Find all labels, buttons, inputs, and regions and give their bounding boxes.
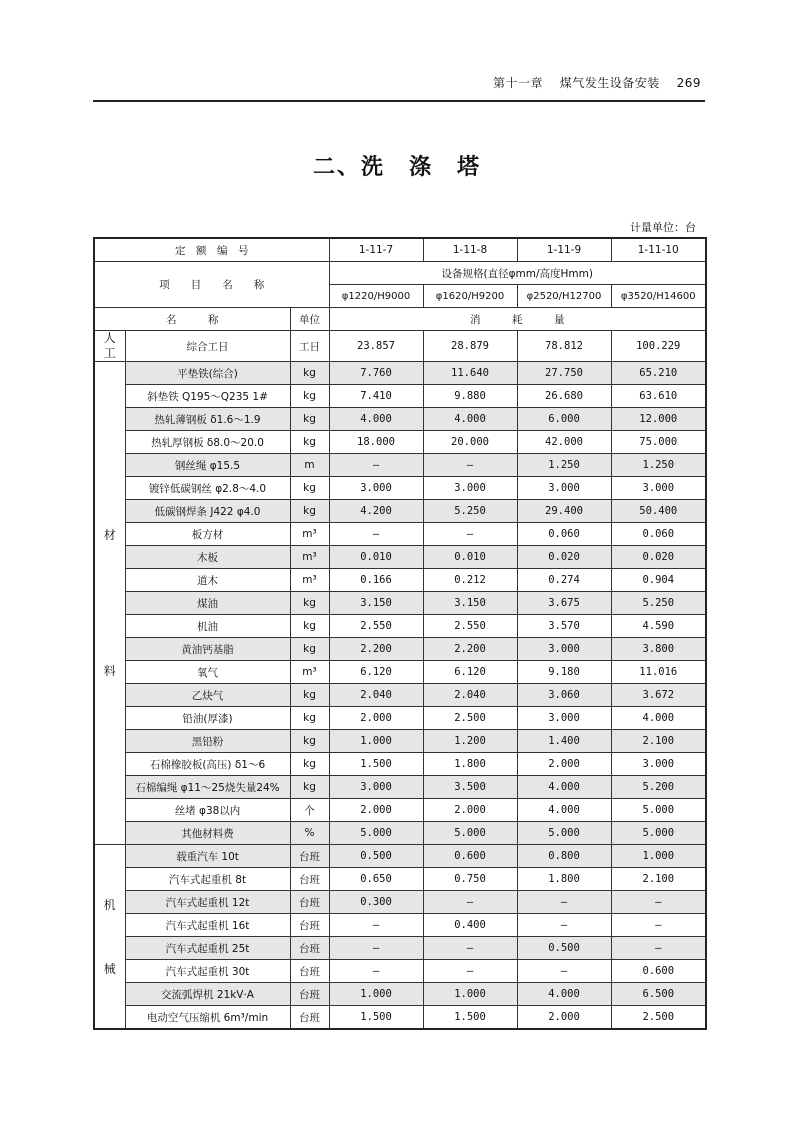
- item-value: 5.000: [517, 822, 611, 845]
- item-value: 3.150: [329, 592, 423, 615]
- item-value: 2.550: [423, 615, 517, 638]
- item-name: 汽车式起重机 16t: [125, 914, 290, 937]
- machinery-row: [94, 891, 706, 914]
- item-unit: 台班: [290, 845, 329, 868]
- item-value: 2.500: [423, 707, 517, 730]
- item-value: —: [611, 891, 706, 914]
- item-value: 3.000: [423, 477, 517, 500]
- labor-value: 100.229: [611, 331, 706, 362]
- item-unit: kg: [290, 753, 329, 776]
- item-name: 煤油: [125, 592, 290, 615]
- item-name: 热轧薄钢板 δ1.6～1.9: [125, 408, 290, 431]
- item-value: 1.000: [423, 983, 517, 1006]
- item-value: 1.250: [611, 454, 706, 477]
- item-value: 2.000: [329, 799, 423, 822]
- item-unit: kg: [290, 431, 329, 454]
- labor-category: 人工: [94, 331, 125, 362]
- item-value: 9.880: [423, 385, 517, 408]
- item-value: 0.020: [517, 546, 611, 569]
- item-value: 6.000: [517, 408, 611, 431]
- quota-table: [93, 237, 707, 1030]
- item-unit: kg: [290, 615, 329, 638]
- item-name: 铅油(厚漆): [125, 707, 290, 730]
- item-name: 道木: [125, 569, 290, 592]
- item-value: 3.000: [611, 477, 706, 500]
- item-unit: kg: [290, 776, 329, 799]
- item-value: 4.200: [329, 500, 423, 523]
- item-unit: kg: [290, 707, 329, 730]
- item-unit: kg: [290, 684, 329, 707]
- item-value: 20.000: [423, 431, 517, 454]
- item-value: —: [517, 960, 611, 983]
- machinery-row: [94, 1006, 706, 1030]
- item-name: 黑铅粉: [125, 730, 290, 753]
- item-value: 3.150: [423, 592, 517, 615]
- item-unit: 台班: [290, 868, 329, 891]
- item-name: 黄油钙基脂: [125, 638, 290, 661]
- item-value: 1.250: [517, 454, 611, 477]
- item-value: 3.000: [329, 776, 423, 799]
- item-value: 5.000: [423, 822, 517, 845]
- item-value: 27.750: [517, 362, 611, 385]
- item-value: 1.500: [329, 1006, 423, 1030]
- item-value: 2.000: [329, 707, 423, 730]
- item-name: 石棉橡胶板(高压) δ1～6: [125, 753, 290, 776]
- item-value: 2.000: [517, 1006, 611, 1030]
- spec-label-row: [94, 262, 706, 285]
- item-value: 29.400: [517, 500, 611, 523]
- item-value: 7.760: [329, 362, 423, 385]
- item-value: —: [423, 960, 517, 983]
- item-value: 3.060: [517, 684, 611, 707]
- item-value: 63.610: [611, 385, 706, 408]
- item-name: 石棉编绳 φ11～25烧失量24%: [125, 776, 290, 799]
- item-value: 3.000: [517, 707, 611, 730]
- quota-code-row: [94, 238, 706, 262]
- item-value: 1.000: [611, 845, 706, 868]
- item-name: 木板: [125, 546, 290, 569]
- item-value: 4.000: [611, 707, 706, 730]
- item-value: 0.600: [423, 845, 517, 868]
- item-value: 1.200: [423, 730, 517, 753]
- item-value: —: [517, 914, 611, 937]
- quota-code: 1-11-8: [423, 238, 517, 262]
- item-value: 4.000: [517, 799, 611, 822]
- item-name: 氧气: [125, 661, 290, 684]
- materials-category-bottom: 料: [103, 664, 116, 678]
- item-value: 5.250: [423, 500, 517, 523]
- item-value: 65.210: [611, 362, 706, 385]
- item-value: 0.300: [329, 891, 423, 914]
- item-value: 4.000: [329, 408, 423, 431]
- item-unit: 台班: [290, 914, 329, 937]
- item-unit: 台班: [290, 983, 329, 1006]
- item-value: 3.675: [517, 592, 611, 615]
- machinery-category-bottom: 械: [103, 961, 116, 976]
- item-value: 18.000: [329, 431, 423, 454]
- item-value: 1.800: [423, 753, 517, 776]
- material-row: [94, 523, 706, 546]
- item-value: 3.500: [423, 776, 517, 799]
- item-name: 载重汽车 10t: [125, 845, 290, 868]
- item-value: 4.590: [611, 615, 706, 638]
- spec-value: φ3520/H14600: [611, 285, 706, 308]
- item-name: 斜垫铁 Q195～Q235 1#: [125, 385, 290, 408]
- item-value: 5.000: [611, 799, 706, 822]
- item-unit: m³: [290, 569, 329, 592]
- item-name: 乙炔气: [125, 684, 290, 707]
- item-name: 汽车式起重机 30t: [125, 960, 290, 983]
- item-unit: kg: [290, 730, 329, 753]
- item-value: 4.000: [517, 983, 611, 1006]
- material-row: [94, 362, 706, 385]
- running-head: 第十一章 煤气发生设备安装 269: [492, 76, 701, 90]
- item-unit: kg: [290, 477, 329, 500]
- material-row: [94, 753, 706, 776]
- item-value: 0.212: [423, 569, 517, 592]
- material-row: [94, 730, 706, 753]
- quota-code: 1-11-9: [517, 238, 611, 262]
- item-value: 0.750: [423, 868, 517, 891]
- material-row: [94, 500, 706, 523]
- item-name: 低碳钢焊条 J422 φ4.0: [125, 500, 290, 523]
- item-value: 0.060: [517, 523, 611, 546]
- item-unit: kg: [290, 592, 329, 615]
- item-unit: m: [290, 454, 329, 477]
- item-name: 镀锌低碳钢丝 φ2.8～4.0: [125, 477, 290, 500]
- item-unit: kg: [290, 385, 329, 408]
- item-value: —: [329, 454, 423, 477]
- materials-category-top: 材: [103, 528, 116, 542]
- item-value: —: [611, 914, 706, 937]
- item-name: 机油: [125, 615, 290, 638]
- item-value: 2.040: [423, 684, 517, 707]
- item-value: 12.000: [611, 408, 706, 431]
- material-row: [94, 776, 706, 799]
- item-value: —: [423, 891, 517, 914]
- item-value: 42.000: [517, 431, 611, 454]
- spec-value: φ2520/H12700: [517, 285, 611, 308]
- material-row: [94, 431, 706, 454]
- item-value: 0.166: [329, 569, 423, 592]
- name-column-header: 名 称: [94, 308, 290, 331]
- item-value: 0.800: [517, 845, 611, 868]
- item-value: 3.000: [517, 638, 611, 661]
- item-value: 5.000: [611, 822, 706, 845]
- item-unit: %: [290, 822, 329, 845]
- item-value: —: [329, 523, 423, 546]
- item-value: 0.020: [611, 546, 706, 569]
- item-value: 0.060: [611, 523, 706, 546]
- item-value: 3.000: [611, 753, 706, 776]
- item-value: 0.904: [611, 569, 706, 592]
- item-value: 7.410: [329, 385, 423, 408]
- item-value: 0.600: [611, 960, 706, 983]
- material-row: [94, 822, 706, 845]
- item-value: 50.400: [611, 500, 706, 523]
- material-row: [94, 385, 706, 408]
- item-unit: m³: [290, 523, 329, 546]
- item-value: 0.010: [329, 546, 423, 569]
- item-value: —: [329, 914, 423, 937]
- item-name: 汽车式起重机 25t: [125, 937, 290, 960]
- spec-value: φ1220/H9000: [329, 285, 423, 308]
- item-value: 75.000: [611, 431, 706, 454]
- item-value: —: [329, 937, 423, 960]
- machinery-category: [94, 845, 125, 1030]
- material-row: [94, 615, 706, 638]
- material-row: [94, 592, 706, 615]
- item-value: —: [423, 454, 517, 477]
- item-value: 2.100: [611, 868, 706, 891]
- machinery-row: [94, 868, 706, 891]
- item-value: 5.000: [329, 822, 423, 845]
- material-row: [94, 569, 706, 592]
- item-value: 9.180: [517, 661, 611, 684]
- material-row: [94, 408, 706, 431]
- item-value: 26.680: [517, 385, 611, 408]
- item-name: 钢丝绳 φ15.5: [125, 454, 290, 477]
- machinery-row: [94, 983, 706, 1006]
- column-header-row: [94, 308, 706, 331]
- machinery-row: [94, 845, 706, 868]
- unit-note: 计量单位：台: [630, 221, 696, 234]
- material-row: [94, 477, 706, 500]
- section-title: 二、洗 涤 塔: [312, 155, 481, 180]
- material-row: [94, 661, 706, 684]
- item-value: 2.200: [329, 638, 423, 661]
- item-value: 11.640: [423, 362, 517, 385]
- item-value: 0.650: [329, 868, 423, 891]
- quota-code: 1-11-7: [329, 238, 423, 262]
- item-value: 3.000: [517, 477, 611, 500]
- item-value: —: [611, 937, 706, 960]
- unit-column-header: 单位: [290, 308, 329, 331]
- item-value: 1.500: [329, 753, 423, 776]
- material-row: [94, 638, 706, 661]
- item-value: 1.800: [517, 868, 611, 891]
- item-value: 0.010: [423, 546, 517, 569]
- item-value: 2.040: [329, 684, 423, 707]
- item-name: 汽车式起重机 8t: [125, 868, 290, 891]
- item-name: 丝堵 φ38以内: [125, 799, 290, 822]
- item-value: 3.800: [611, 638, 706, 661]
- material-row: [94, 707, 706, 730]
- material-row: [94, 799, 706, 822]
- labor-row: [94, 331, 706, 362]
- item-value: 3.570: [517, 615, 611, 638]
- machinery-category-top: 机: [103, 897, 116, 912]
- item-name: 其他材料费: [125, 822, 290, 845]
- item-value: 4.000: [517, 776, 611, 799]
- item-value: 6.500: [611, 983, 706, 1006]
- item-value: —: [423, 523, 517, 546]
- labor-unit: 工日: [290, 331, 329, 362]
- item-value: 0.500: [517, 937, 611, 960]
- item-name: 热轧厚钢板 δ8.0～20.0: [125, 431, 290, 454]
- item-unit: 台班: [290, 1006, 329, 1030]
- labor-value: 78.812: [517, 331, 611, 362]
- machinery-row: [94, 914, 706, 937]
- item-value: 2.550: [329, 615, 423, 638]
- quota-code: 1-11-10: [611, 238, 706, 262]
- material-row: [94, 546, 706, 569]
- item-value: 0.500: [329, 845, 423, 868]
- item-value: 3.672: [611, 684, 706, 707]
- materials-category: [94, 362, 125, 845]
- item-value: 2.500: [611, 1006, 706, 1030]
- item-unit: kg: [290, 408, 329, 431]
- item-unit: 台班: [290, 937, 329, 960]
- item-unit: 台班: [290, 960, 329, 983]
- item-unit: 台班: [290, 891, 329, 914]
- item-value: 1.500: [423, 1006, 517, 1030]
- quota-code-label: 定 额 编 号: [94, 238, 329, 262]
- item-value: 0.274: [517, 569, 611, 592]
- item-value: 5.250: [611, 592, 706, 615]
- item-value: 6.120: [329, 661, 423, 684]
- item-value: 2.000: [423, 799, 517, 822]
- item-name: 板方材: [125, 523, 290, 546]
- item-name: 汽车式起重机 12t: [125, 891, 290, 914]
- item-name: 平垫铁(综合): [125, 362, 290, 385]
- item-value: 1.400: [517, 730, 611, 753]
- item-unit: kg: [290, 362, 329, 385]
- item-name-label: 项 目 名 称: [94, 262, 329, 308]
- spec-label: 设备规格(直径φmm/高度Hmm): [329, 262, 706, 285]
- labor-value: 28.879: [423, 331, 517, 362]
- item-value: 1.000: [329, 730, 423, 753]
- item-value: 3.000: [329, 477, 423, 500]
- material-row: [94, 684, 706, 707]
- item-value: 4.000: [423, 408, 517, 431]
- item-value: —: [423, 937, 517, 960]
- item-value: —: [329, 960, 423, 983]
- item-unit: kg: [290, 638, 329, 661]
- labor-name: 综合工日: [125, 331, 290, 362]
- item-unit: 个: [290, 799, 329, 822]
- item-value: —: [517, 891, 611, 914]
- item-value: 1.000: [329, 983, 423, 1006]
- item-value: 0.400: [423, 914, 517, 937]
- item-unit: m³: [290, 661, 329, 684]
- labor-value: 23.857: [329, 331, 423, 362]
- item-value: 6.120: [423, 661, 517, 684]
- material-row: [94, 454, 706, 477]
- item-value: 2.100: [611, 730, 706, 753]
- item-unit: m³: [290, 546, 329, 569]
- spec-value: φ1620/H9200: [423, 285, 517, 308]
- machinery-row: [94, 937, 706, 960]
- header-rule: [93, 100, 705, 102]
- item-name: 交流弧焊机 21kV·A: [125, 983, 290, 1006]
- consumption-header: 消 耗 量: [329, 308, 706, 331]
- item-value: 11.016: [611, 661, 706, 684]
- item-name: 电动空气压缩机 6m³/min: [125, 1006, 290, 1030]
- item-value: 5.200: [611, 776, 706, 799]
- item-value: 2.000: [517, 753, 611, 776]
- item-unit: kg: [290, 500, 329, 523]
- machinery-row: [94, 960, 706, 983]
- item-value: 2.200: [423, 638, 517, 661]
